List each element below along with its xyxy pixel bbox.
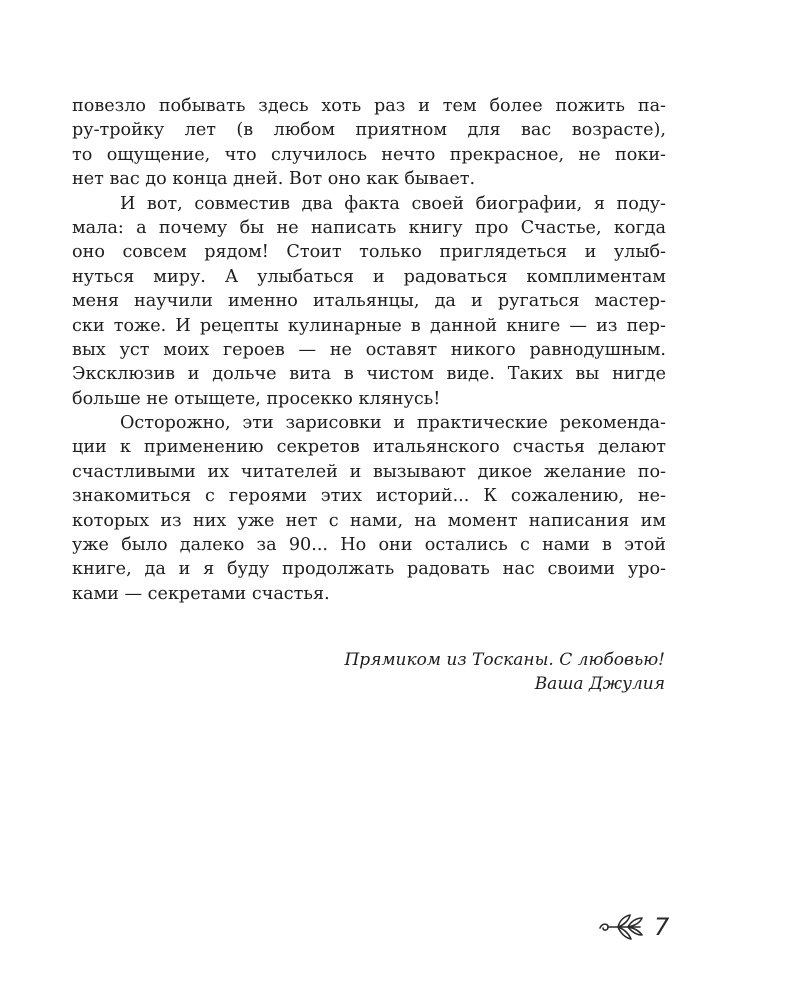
- text-line: вых уст моих героев — не оставят никого равнодушным.: [72, 339, 666, 360]
- text-line: меня научили именно итальянцы, да и ругаться мастер-: [72, 291, 666, 312]
- text-line: знакомиться с героями этих историй... К сожалению, не-: [72, 486, 666, 507]
- text-line: Осторожно, эти зарисовки и практические рекоменда-: [120, 413, 666, 434]
- body-text: [72, 94, 666, 606]
- text-line: которых из них уже нет с нами, на момент написания им: [72, 510, 666, 531]
- text-line: И вот, совместив два факта своей биографии, я поду-: [120, 193, 666, 214]
- text-line: уже было далеко за 90... Но они остались с нами в этой: [72, 535, 666, 556]
- page-footer: [596, 910, 669, 944]
- text-line: ру-тройку лет (в любом приятном для вас возрасте),: [72, 120, 666, 141]
- leaf-flourish-icon: [596, 912, 648, 942]
- text-line: ски тоже. И рецепты кулинарные в данной книге — из пер-: [72, 315, 666, 336]
- text-line: книге, да и я буду продолжать радовать нас своими уро-: [72, 559, 666, 580]
- page-number: 7: [654, 913, 670, 941]
- text-line: ками — секретами счастья.: [72, 583, 330, 604]
- text-line: нет вас до конца дней. Вот оно как бывает.: [72, 169, 476, 190]
- signature-name: Ваша Джулия: [534, 674, 665, 695]
- text-line: то ощущение, что случилось нечто прекрасное, не поки-: [72, 144, 666, 165]
- text-line: оно совсем рядом! Стоит только приглядеться и улыб-: [72, 242, 666, 263]
- signature: [344, 648, 665, 697]
- text-line: Эксклюзив и дольче вита в чистом виде. Таких вы нигде: [72, 364, 666, 385]
- text-line: больше не отыщете, просекко клянусь!: [72, 388, 441, 409]
- text-line: счастливыми их читателей и вызывают дикое желание по-: [72, 461, 666, 482]
- text-line: ции к применению секретов итальянского счастья делают: [72, 437, 666, 458]
- text-line: мала: а почему бы не написать книгу про Счастье, когда: [72, 217, 666, 238]
- signature-greeting: Прямиком из Тосканы. С любовью!: [344, 650, 665, 670]
- text-line: повезло побывать здесь хоть раз и тем более пожить па-: [72, 96, 666, 116]
- text-line: нуться миру. А улыбаться и радоваться комплиментам: [72, 266, 666, 287]
